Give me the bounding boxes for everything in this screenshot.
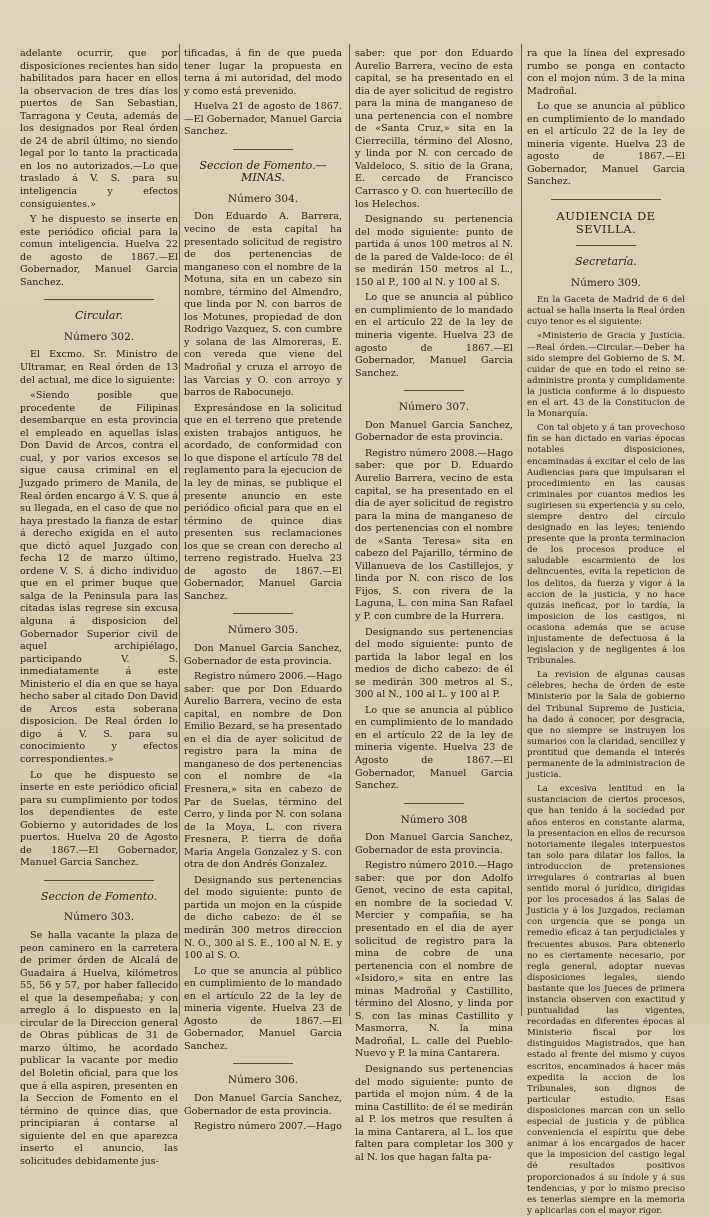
- section-heading: Seccion de Fomento.: [40, 889, 158, 903]
- notice-number: Número 305.: [227, 624, 299, 637]
- notice-number: Número 306.: [227, 1074, 299, 1087]
- divider: [551, 199, 661, 200]
- paragraph: Registro número 2008.—Hago saber: que por D. Eduardo Aurelio Barrera, vecino de esta capital, se ha presentado en el dia de ayer solicitud de registro para la mina de manganeso de dos pertenencias con el nombre de «Santa Teresa» sita en cabezo del Pajarillo, término de Villanueva de los Castillejos, y linda por N. con risco de los Fijos, S. con rivera de la Laguna, L. con mina San Rafael y P. con cumbre de la Hurrera.: [355, 447, 513, 622]
- paragraph: Designando su pertenencia del modo siguiente: punto de partida á unos 100 metros al N. de la pared de Valde-loco: de él se medirán 150 metros al L., 150 al P., 100 al N. y 100 al S.: [355, 214, 513, 288]
- paragraph: «Ministerio de Gracia y Justicia.—Real órden.—Circular.—Deber ha sido siempre del Gobierno de S. M. cuidar de que en todo el reino se administre pronta y cumplidamente la justicia conforme á lo dispuesto en el art. 43 de la Constitucion de la Monarquía.: [527, 331, 685, 420]
- paragraph: Registro número 2007.—Hago: [194, 1121, 342, 1133]
- section-heading: Circular.: [74, 309, 124, 323]
- paragraph: tificadas, á fin de que pueda tener lugar la propuesta en terna á mi autoridad, del modo y como está prevenido.: [184, 48, 342, 97]
- paragraph: En la Gaceta de Madrid de 6 del actual se halla inserta la Real órden cuyo tenor es el siguiente:: [527, 295, 685, 328]
- column-4: [527, 48, 685, 1216]
- paragraph: Lo que he dispuesto se inserte en este periódico oficial para su cumplimiento por todos los dependientes de este Gobierno y autoridades de los puertos. Huelva 20 de Agosto de 1867.—El Gobernador, Manuel Garcia Sanchez.: [20, 769, 178, 869]
- column-2: [184, 48, 342, 1133]
- notice-number: Número 308: [400, 813, 468, 826]
- section-heading: Secretaría.: [575, 255, 637, 269]
- column-rule: [521, 44, 522, 1016]
- paragraph: Registro número 2006.—Hago saber: que por Don Eduardo Aurelio Barrera, vecino de esta capital, en nombre de Don Emilio Bezard, se ha presentado en el dia de ayer solicitud de registro para la mina de manganeso de dos pertenencias con el nombre de «la Fresnera,» sita en cabezo de Par de Suelas, término del Cerro, y linda por N. con solana de la Moya, L. con rivera Fresnera, P. tierra de doña Maria Angela Gonzalez y S. con otra de don Andrés Gonzalez.: [184, 671, 342, 871]
- paragraph: adelante ocurrir, que por disposiciones recientes han sido habilitados para hacer en ellos la observacion de tres días los puertos de San Sebastian, Tarragona y Ceuta, además de los designados por Real órden de 24 de abril último, no siendo legal por lo tanto la practicada en los no autorizados.—Lo que traslado á V. S. para su inteligencia y efectos consiguientes.»: [20, 48, 178, 210]
- divider: [44, 299, 154, 300]
- notice-number: Número 302.: [63, 330, 135, 343]
- paragraph: Se halla vacante la plaza de peon caminero en la carretera de primer órden de Alcalá de Guadaira á Huelva, kilómetros 55, 56 y 57, por haber fallecido el que la desempeñaba; y con arreglo á lo dispuesto en la circular de la Direccion general de Obras públicas de 31 de marzo último, he acordado publicar la vacante por medio del Boletin oficial, para que los que á ella aspiren, presenten en la Seccion de Fomento en el término de quince dias, que principiaran á contarse al siguiente del en que aparezca inserto el anuncio, las solicitudes debidamente jus-: [20, 930, 178, 1167]
- divider: [576, 245, 636, 246]
- paragraph: Lo que se anuncia al público en cumplimiento de lo mandado en el artículo 22 de la ley de mineria vigente. Huelva 23 de Agosto de 1867.—El Gobernador, Manuel Garcia Sanchez.: [184, 965, 342, 1052]
- notice-number: Número 304.: [227, 192, 299, 205]
- divider: [233, 1063, 293, 1064]
- paragraph: Y he dispuesto se inserte en este periódico oficial para la comun inteligencia. Huelva 22 de agosto de 1867.—El Gobernador, Manuel Garcia Sanchez.: [20, 214, 178, 288]
- paragraph: «Siendo posible que procedente de Filipinas desembarque en esta provincia el empleado en aquellas islas Don David de Arcos, contra el cual, y por varios excesos se sigue causa criminal en el Juzgado primero de Manila, de Real órden encargo á V. S. que á su llegada, en el caso de que no haya prestado la fianza de estar á derecho exigida en el auto que dictó aquel Juzgado con fecha 12 de marzo último, ordene V. S. á dicho individuo que en el primer buque que salga de la Peninsula para las citadas islas regrese sin excusa alguna á disposicion del Gobernador Superior civil de aquel archipiélago, participando V. S. inmediatamente á este Ministerio el dia en que se haya hecho saber al citado Don David de Arcos esta soberana disposicion. De Real órden lo digo á V. S. para su conocimiento y efectos correspondientes.»: [20, 390, 178, 765]
- paragraph: Lo que se anuncia al público en cumplimiento de lo mandado en el artículo 22 de la ley de mineria vigente. Huelva 23 de agosto de 1867.—El Gobernador, Manuel Garcia Sanchez.: [527, 101, 685, 188]
- divider: [233, 613, 293, 614]
- section-title: AUDIENCIA DE SEVILLA.: [556, 209, 656, 236]
- paragraph: Huelva 21 de agosto de 1867.—El Gobernador, Manuel Garcia Sanchez.: [184, 101, 342, 138]
- paragraph: La excesiva lentitud en la sustanciacion de ciertos procesos, que han tenido á la sociedad por años enteros en constante alarma, la presentacion en ellos de recursos notoriamente ilegales interpuestos tan solo para dilatar los fallos, la introduccion de pretensiones irregulares ó contrarias al buen sentido moral ó jurídico, dirigidas por los procesados á las Salas de Justicia y á los Juzgados, reclaman con urgencia que se ponga un remedio eficaz á tan perjudiciales y frecuentes abusos. Para obtenerlo no es ciertamente necesario, por regla general, adoptar nuevas disposiciones legales, siendo bastante que los Jueces de primera instancia observen con exactitud y puntualidad las vigentes, recordadas en diferentes épocas al Ministerio fiscal por los distinguidos Magistrados, que han estado al frente del mismo y cuyos escritos, encaminados á hacer más expedita la accion de los Tribunales, son dignos de particular estudio. Esas disposiciones marcan con un sello especial de justicia y de pública conveniencia el espíritu que debe animar á los encargados de hacer que la imposicion del castigo legal dé resultados positivos proporcionados á su índole y á sus tendencias, y por lo mismo preciso es tenerlas siempre en la memoria y aplicarlas con el mayor rigor.: [527, 784, 685, 1216]
- notice-number: Número 309.: [570, 276, 642, 289]
- paragraph: Don Manuel Garcia Sanchez, Gobernador de esta provincia.: [184, 1093, 342, 1117]
- paragraph: Designando sus pertenencias del modo siguiente: punto de partida el mojon núm. 4 de la mina Castillito: de él se medirán al P. los metros que resulten á la mina Cantarera, al L. los que falten para completar los 300 y al N. los que hagan falta pa-: [355, 1064, 513, 1163]
- paragraph: Don Eduardo A. Barrera, vecino de esta capital ha presentado solicitud de registro de dos pertenencias de manganeso con el nombre de la Motuna, sita en un cabezo sin nombre, término del Almendro, que linda por N. con barros de los Motunes, propiedad de don Rodrigo Vazquez, S. con cumbre y solana de las Almoreras, E. con vereda que viene del Madroñal y cruza el arroyo de las Varcias y O. con arroyo y barros de Rabocunejo.: [184, 211, 342, 399]
- paragraph: Don Manuel Garcia Sanchez, Gobernador de esta provincia.: [184, 642, 342, 667]
- divider: [44, 880, 154, 881]
- divider: [404, 803, 464, 804]
- paragraph: El Excmo. Sr. Ministro de Ultramar, en Real órden de 13 del actual, me dice lo siguiente:: [20, 349, 178, 386]
- paragraph: Expresándose en la solicitud que en el terreno que pretende existen trabajos antiguos, he acordado, de conformidad con lo que dispone el artículo 78 del reglamento para la ejecucion de la ley de minas, se publique el presente anuncio en este periódico oficial para que en el término de quince dias presenten sus reclamaciones los que se crean con derecho al terreno registrado. Huelva 23 de agosto de 1867.—El Gobernador, Manuel Garcia Sanchez.: [184, 402, 342, 602]
- paragraph: Designando sus pertenencias del modo siguiente: punto de partida un mojon en la cúspide de dicho cabezo: de él se medirán 300 metros direccion N. O., 300 al S. E., 100 al N. E. y 100 al S. O.: [184, 874, 342, 962]
- section-heading: Seccion de Fomento.—MINAS.: [199, 158, 327, 185]
- paragraph: Designando sus pertenencias del modo siguiente: punto de partida la labor legal en los medios de dicho cabezo: de él se medirán 300 metros al S., 300 al N., 100 al L. y 100 al P.: [355, 626, 513, 701]
- paragraph: Registro número 2010.—Hago saber: que por don Adolfo Genot, vecino de esta capital, en nombre de la sociedad V. Mercier y compañia, se ha presentado en el dia de ayer solicitud de registro para la mina de cobre de una pertenencia con el nombre de «Isidoro,» sita en entre las minas Madroñal y Castillito, término del Alosno, y linda por S. con las minas Castillito y Masmorra, N. la mina Madroñal, L. calle del Pueblo-Nuevo y P. la mina Cantarera.: [355, 860, 513, 1060]
- paragraph: ra que la línea del expresado rumbo se ponga en contacto con el mojon núm. 3 de la mina Madroñal.: [527, 48, 685, 97]
- divider: [233, 149, 293, 150]
- paragraph: saber: que por don Eduardo Aurelio Barrera, vecino de esta capital, se ha presentado en el dia de ayer solicitud de registro para la mina de manganeso de una pertenencia con el nombre de «Santa Cruz,» sita en la Cierrecilla, término del Alosno, y linda por N. con cercado de Valdeloco, S. sitio de la Grana, E. cercado de Francisco Carrasco y O. con huertecillo de los Helechos.: [355, 48, 513, 210]
- paragraph: Lo que se anuncia al público en cumplimiento de lo mandado en el artículo 22 de la ley de mineria vigente. Huelva 23 de agosto de 1867.—El Gobernador, Manuel Garcia Sanchez.: [355, 292, 513, 379]
- column-rule: [179, 44, 180, 1016]
- notice-number: Número 303.: [63, 911, 135, 924]
- divider: [404, 390, 464, 391]
- paragraph: Don Manuel Garcia Sanchez, Gobernador de esta provincia.: [355, 419, 513, 444]
- column-3: [355, 48, 513, 1163]
- paragraph: Lo que se anuncia al público en cumplimiento de lo mandado en el artículo 22 de la ley de mineria vigente. Huelva 23 de Agosto de 1867.—El Gobernador, Manuel Garcia Sanchez.: [355, 704, 513, 792]
- column-1: [20, 48, 178, 1167]
- notice-number: Número 307.: [398, 401, 470, 414]
- column-rule: [349, 44, 350, 1016]
- paragraph: Con tal objeto y á tan provechoso fin se han dictado en varias épocas notables disposiciones, encaminadas á excitar el celo de las Audiencias para que impulsaran el procedimiento en las causas criminales por cuantos medios les sugiriesen su experiencia y su celo, siempre dentro del círculo designado en las leyes; teniendo presente que la pronta terminacion de los procesos produce el saludable escarmiento de los delincuentes, evita la repeticion de los delitos, da fuerza y vigor á la accion de la justicia, y no hace quizás ineficaz, por lo tardía, la imposicion de los castigos, ni ocasiona además que se acuse injustamente de defectuosa á la legislacion y de negligentes á los Tribunales.: [527, 423, 685, 667]
- paragraph: Don Manuel Garcia Sanchez, Gobernador de esta provincia.: [355, 832, 513, 856]
- paragraph: La revision de algunas causas célebres, hecha de órden de este Ministerio por la Sala de gobierno del Tribunal Supremo de Justicia, ha dado á conocer, por desgracia, que no siempre se instruyen los sumarios con la claridad, sencillez y prontitud que demanda el interés permanente de la administracion de justicia.: [527, 670, 685, 781]
- small-print-block: [527, 295, 685, 1217]
